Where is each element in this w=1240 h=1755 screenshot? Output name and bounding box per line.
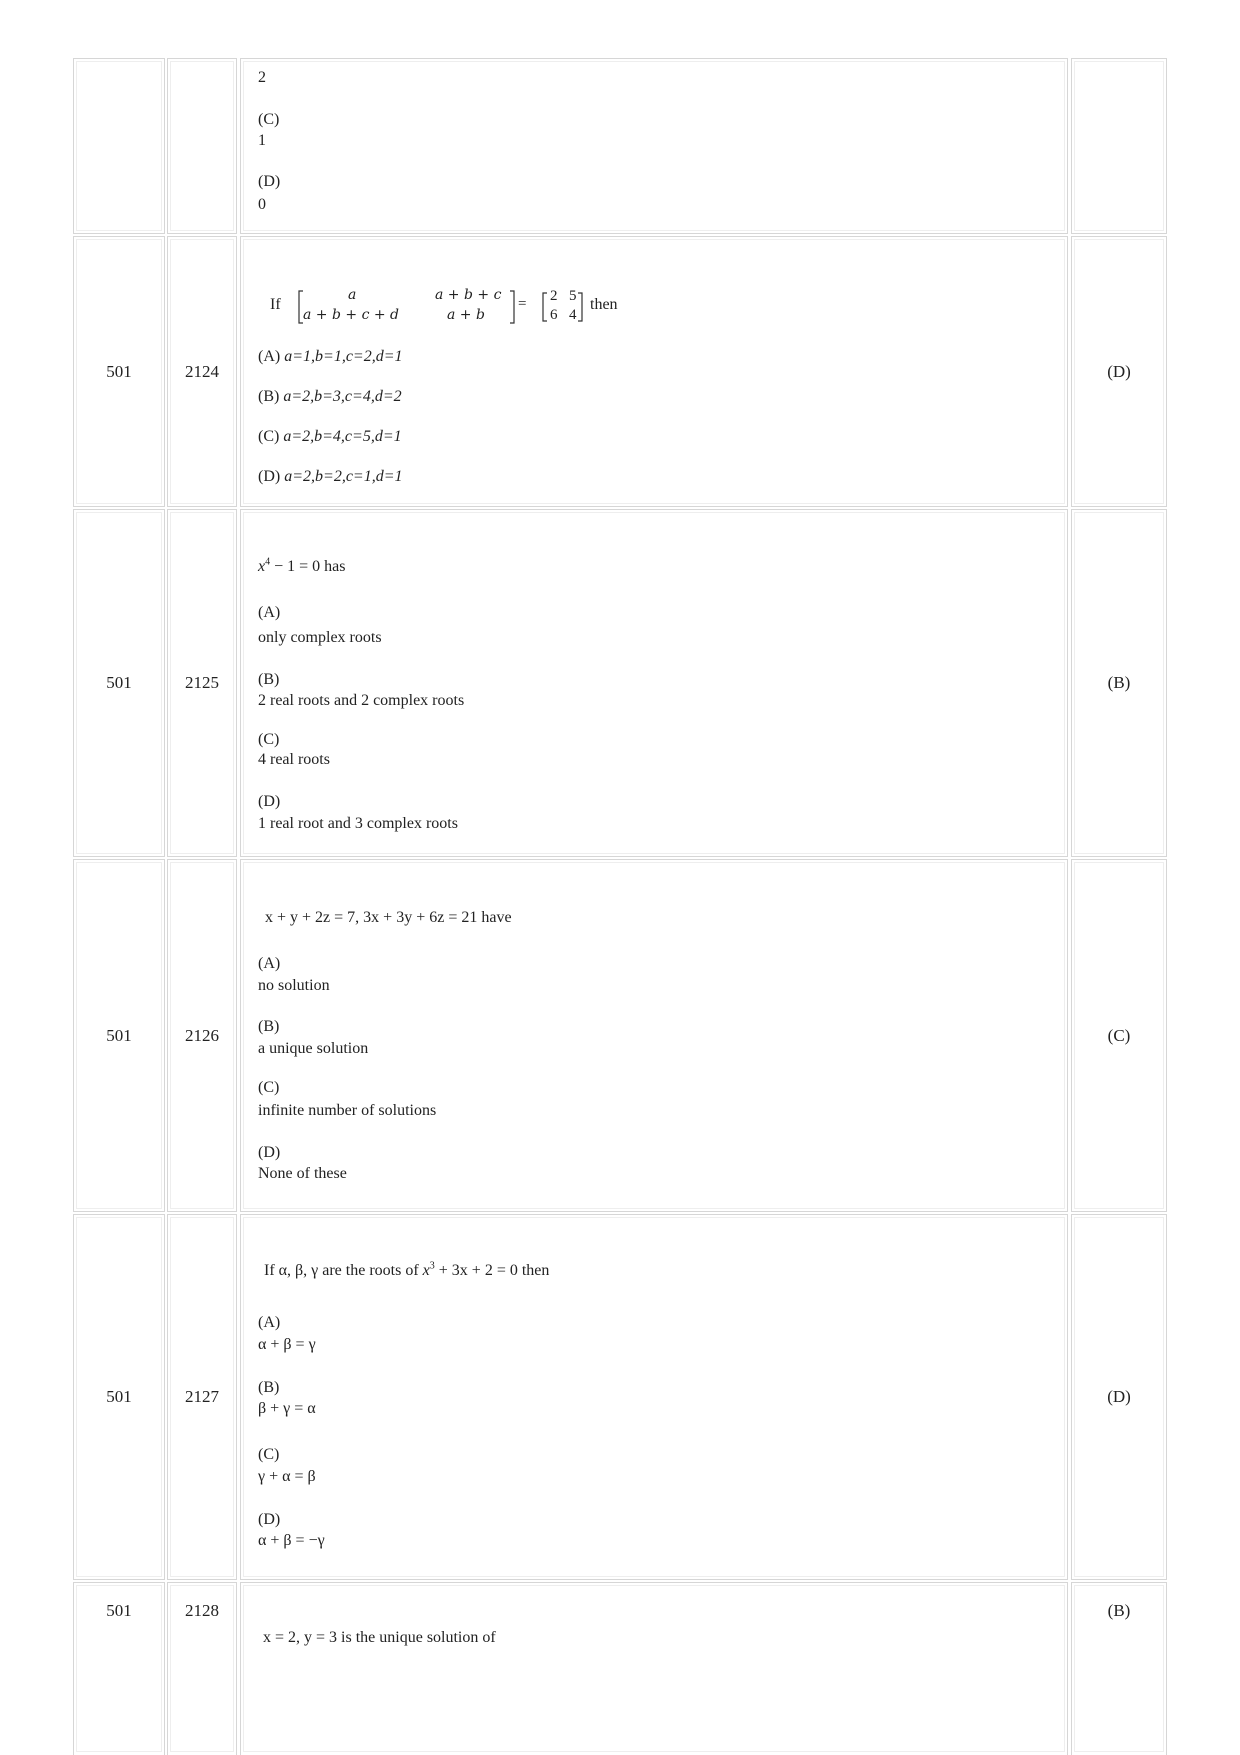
subject-code: 501: [106, 673, 132, 692]
question-text: x + y + 2z = 7, 3x + 3y + 6z = 21 have: [265, 909, 512, 926]
option-label: (A): [258, 1314, 281, 1331]
option-text: β + γ = α: [258, 1400, 316, 1417]
option-text: a=2,b=3,c=4,d=2: [283, 388, 402, 405]
table-row: [73, 1582, 1167, 1755]
question-number-cell: [167, 859, 237, 1212]
option-text: 4 real roots: [258, 751, 330, 768]
matrix-entry-22: a + b: [447, 307, 485, 323]
result-entry-12: 5: [569, 288, 577, 304]
option-label: (C): [258, 428, 280, 445]
option-line: [258, 349, 403, 365]
answer: (D): [1107, 1387, 1131, 1406]
option-label: (A): [258, 348, 281, 365]
question-number: 2128: [185, 1601, 219, 1620]
question-cell: [240, 859, 1068, 1212]
option-text: α + β = γ: [258, 1336, 316, 1353]
table-row: [73, 58, 1167, 234]
option-label: (C): [258, 111, 280, 128]
option-label: (D): [258, 173, 281, 190]
question-number: 2127: [185, 1387, 219, 1406]
question-number-cell: [167, 1582, 237, 1755]
option-text: γ + α = β: [258, 1468, 316, 1485]
question-cell: [240, 1214, 1068, 1580]
question-cell: [240, 58, 1068, 234]
question-cell: [240, 509, 1068, 857]
matrix-entry-21: a + b + c + d: [303, 307, 400, 323]
question-number: 2124: [185, 361, 219, 381]
subject-code-cell: [73, 509, 165, 857]
option-label: (B): [258, 1018, 280, 1035]
question-cell: [240, 236, 1068, 507]
subject-code: 501: [106, 1601, 132, 1620]
answer-cell: [1071, 1214, 1167, 1580]
option-label: (C): [258, 731, 280, 748]
matrix-entry-12: a + b + c: [435, 287, 502, 303]
subject-code-cell: [73, 859, 165, 1212]
question-text: x = 2, y = 3 is the unique solution of: [263, 1629, 496, 1646]
subject-code: 501: [106, 361, 132, 381]
table-row: [73, 1214, 1167, 1580]
option-text: α + β = −γ: [258, 1532, 325, 1549]
subject-code: 501: [106, 1387, 132, 1406]
option-label: (B): [258, 1379, 280, 1396]
option-label: (A): [258, 955, 281, 972]
question-prefix: If: [270, 296, 281, 313]
result-entry-22: 4: [569, 307, 577, 323]
answer-cell: [1071, 509, 1167, 857]
option-text: 1 real root and 3 complex roots: [258, 815, 458, 832]
question-cell: [240, 1582, 1068, 1755]
matrix-entry-11: a: [348, 287, 357, 303]
option-text: None of these: [258, 1165, 347, 1182]
subject-code-cell: [73, 236, 165, 507]
option-text: 0: [258, 196, 266, 213]
subject-code-cell: [73, 1214, 165, 1580]
option-text: 2 real roots and 2 complex roots: [258, 692, 465, 709]
option-label: (C): [258, 1079, 280, 1096]
option-text: a=1,b=1,c=2,d=1: [284, 348, 403, 365]
option-label: (D): [258, 793, 281, 810]
result-entry-11: 2: [550, 288, 558, 304]
option-text: a=2,b=4,c=5,d=1: [283, 428, 402, 445]
option-text: no solution: [258, 977, 330, 994]
table-row: [73, 859, 1167, 1212]
question-text: $x^4 - 1 = 0$ has: [258, 556, 346, 575]
option-label: (B): [258, 671, 280, 688]
question-number-cell: [167, 236, 237, 507]
equals-sign: =: [518, 296, 527, 312]
answer: (B): [1107, 1601, 1131, 1620]
answer-cell: [1071, 859, 1167, 1212]
matrix-equation: [270, 285, 630, 327]
option-label: (D): [258, 468, 281, 485]
option-label: (D): [258, 1144, 281, 1161]
option-text: a=2,b=2,c=1,d=1: [284, 468, 403, 485]
answer-cell: [1071, 236, 1167, 507]
option-line: [258, 429, 402, 445]
result-entry-21: 6: [550, 307, 558, 323]
option-text: a unique solution: [258, 1040, 369, 1057]
question-number: 2126: [185, 1025, 219, 1045]
answer: (D): [1107, 361, 1131, 381]
question-number-cell: [167, 509, 237, 857]
option-text: infinite number of solutions: [258, 1102, 437, 1119]
option-line: [258, 389, 402, 405]
question-number-cell: [167, 1214, 237, 1580]
answer-cell: [1071, 58, 1167, 234]
option-label: (B): [258, 388, 280, 405]
question-suffix: then: [590, 296, 618, 313]
table-row: [73, 509, 1167, 857]
option-label: (D): [258, 1511, 281, 1528]
question-number: 2125: [185, 673, 219, 692]
answer: (C): [1107, 1025, 1131, 1045]
answer-cell: [1071, 1582, 1167, 1755]
subject-code-cell: [73, 58, 165, 234]
question-text: If α, β, γ are the roots of $x^3 + 3x + 2 = 0$ then: [264, 1260, 550, 1279]
option-text: only complex roots: [258, 629, 382, 646]
subject-code: 501: [106, 1025, 132, 1045]
question-number-cell: [167, 58, 237, 234]
option-text: 2: [258, 69, 266, 86]
option-line: [258, 469, 403, 485]
answer: (B): [1107, 673, 1131, 692]
subject-code-cell: [73, 1582, 165, 1755]
table-row: [73, 236, 1167, 507]
option-label: (A): [258, 604, 281, 621]
option-text: 1: [258, 132, 266, 149]
option-label: (C): [258, 1446, 280, 1463]
